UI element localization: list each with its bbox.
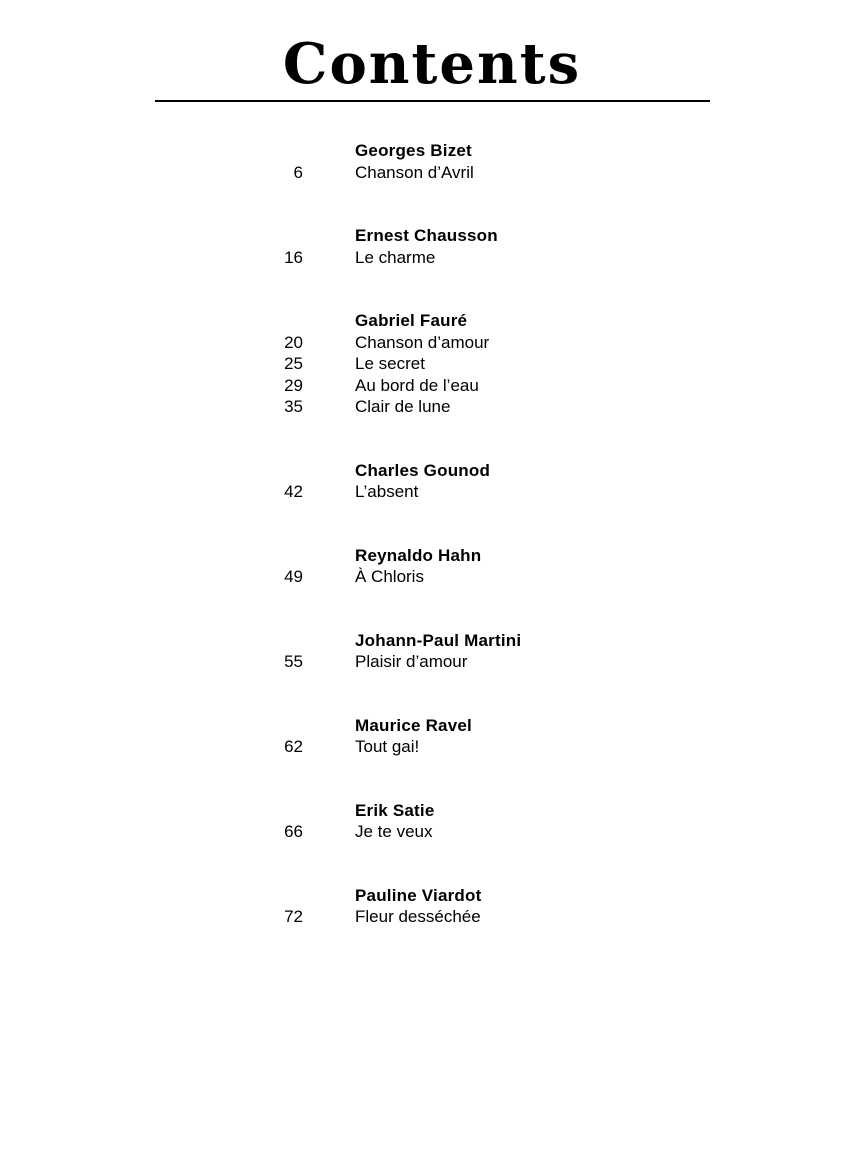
- composer-name: Pauline Viardot: [355, 885, 482, 905]
- page-number: 72: [284, 907, 303, 926]
- toc-section-faure: [155, 310, 864, 418]
- page-number: 16: [284, 247, 303, 267]
- toc-section-bizet: [155, 140, 864, 183]
- page-number: 6: [293, 162, 303, 182]
- toc-row: [155, 353, 864, 375]
- toc-section-ravel: [155, 715, 864, 758]
- page-number: 29: [284, 375, 303, 395]
- toc-section-chausson: [155, 225, 864, 268]
- composer-name: Erik Satie: [355, 800, 435, 820]
- composer-name: Gabriel Fauré: [355, 311, 468, 330]
- toc-section-viardot: [155, 885, 864, 928]
- song-title: À Chloris: [355, 567, 424, 586]
- composer-name: Georges Bizet: [355, 141, 472, 160]
- song-title: Le charme: [355, 247, 436, 267]
- song-title: Fleur desséchée: [355, 907, 481, 926]
- toc-row: [155, 247, 864, 269]
- toc-row: [155, 396, 864, 418]
- page-number: 49: [284, 567, 303, 586]
- toc-row: [155, 162, 864, 184]
- composer-name: Ernest Chausson: [355, 226, 498, 245]
- toc-row: [155, 332, 864, 354]
- song-title: Le secret: [355, 354, 425, 373]
- toc-row: [155, 736, 864, 758]
- toc-section-hahn: [155, 545, 864, 588]
- composer-name: Johann-Paul Martini: [355, 630, 522, 650]
- toc-section-satie: [155, 800, 864, 843]
- page-number: 20: [284, 332, 303, 352]
- composer-name: Charles Gounod: [355, 460, 491, 480]
- page-number: 42: [284, 482, 303, 501]
- song-title: Chanson d’Avril: [355, 162, 474, 182]
- toc-row: [155, 821, 864, 843]
- toc-row: [155, 375, 864, 397]
- page-number: 66: [284, 822, 303, 841]
- song-title: L’absent: [355, 482, 419, 501]
- toc-section-gounod: [155, 460, 864, 503]
- page-number: 62: [284, 737, 303, 756]
- page-title: Contents: [282, 31, 582, 97]
- table-of-contents: [155, 140, 864, 928]
- page-number: 55: [284, 652, 303, 671]
- toc-row: [155, 906, 864, 928]
- page-number: 35: [284, 397, 303, 416]
- toc-row: [155, 566, 864, 588]
- composer-name: Maurice Ravel: [355, 715, 472, 735]
- song-title: Au bord de l’eau: [355, 375, 479, 395]
- toc-row: [155, 481, 864, 503]
- song-title: Chanson d’amour: [355, 332, 490, 352]
- song-title: Plaisir d’amour: [355, 652, 468, 671]
- song-title: Tout gai!: [355, 737, 420, 756]
- page-number: 25: [284, 354, 303, 373]
- toc-section-martini: [155, 630, 864, 673]
- song-title: Je te veux: [355, 822, 433, 841]
- page-header: [0, 31, 864, 102]
- toc-row: [155, 651, 864, 673]
- composer-name: Reynaldo Hahn: [355, 545, 482, 565]
- song-title: Clair de lune: [355, 397, 451, 416]
- title-rule: [155, 100, 710, 102]
